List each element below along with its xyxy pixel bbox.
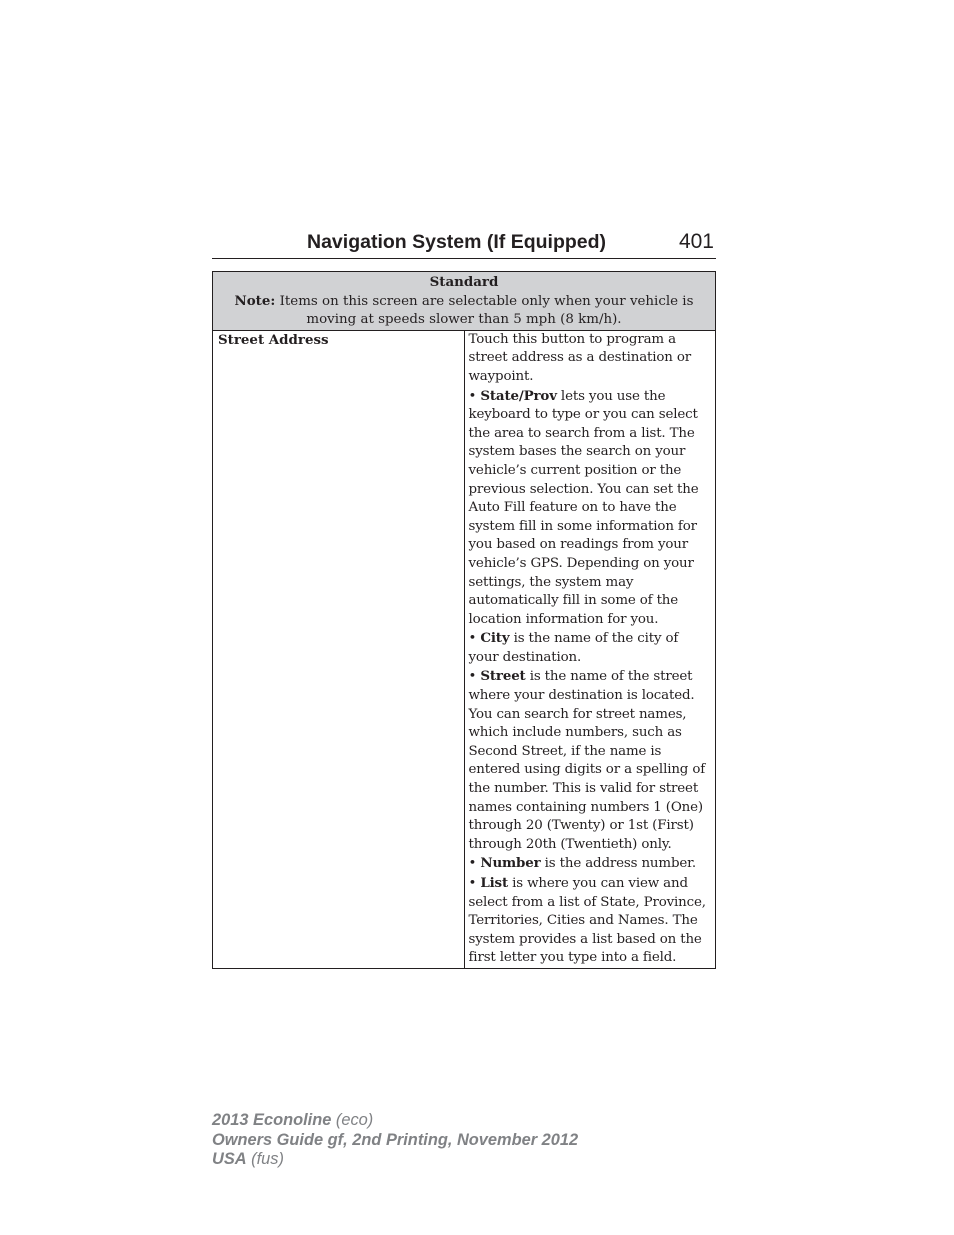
table-row bbox=[213, 330, 716, 968]
item-text: is the name of the city of your destination. bbox=[468, 631, 679, 665]
item-text: is the address number. bbox=[540, 856, 697, 872]
page-footer bbox=[212, 1111, 578, 1170]
table-header-cell bbox=[213, 272, 716, 331]
item-text: lets you use the keyboard to type or you can select the area to search from a list. The system bases the search on your vehicle’s current position or the previous selection. You can set the Auto Fill feature on to have the system fill in some information for you based on readings from your vehicle’s GPS. Depending on your settings, the system may automatically fill in some of the location information for you. bbox=[468, 388, 699, 627]
item-keyword: State/Prov bbox=[480, 387, 557, 404]
list-item bbox=[469, 854, 712, 874]
table-header-row bbox=[213, 272, 716, 331]
note-label: Note: bbox=[234, 292, 276, 309]
table-heading: Standard bbox=[429, 274, 499, 290]
bullet: • bbox=[468, 388, 477, 404]
note-text: Items on this screen are selectable only when your vehicle is moving at speeds slower than 5 mph (8 km/h). bbox=[275, 293, 694, 328]
footer-region: USA bbox=[212, 1150, 247, 1168]
item-keyword: Number bbox=[480, 855, 541, 872]
item-text: is the name of the street where your destination is located. You can search for street names, which include numbers, such as Second Street, if the name is entered using digits or a spelling of the number. This is valid for street names containing numbers 1 (One) through 20 (Twenty) or 1st (First) through 20th (Twentieth) only. bbox=[468, 669, 706, 852]
list-item bbox=[469, 629, 712, 667]
page-number: 401 bbox=[678, 230, 714, 253]
bullet: • bbox=[468, 856, 477, 872]
term-cell: Street Address bbox=[213, 330, 465, 968]
footer-model-code: (eco) bbox=[331, 1111, 374, 1129]
footer-line-region bbox=[212, 1150, 578, 1170]
item-keyword: List bbox=[480, 875, 508, 891]
list-item bbox=[469, 387, 712, 630]
description-cell bbox=[464, 330, 716, 968]
bullet: • bbox=[468, 669, 477, 685]
bullet: • bbox=[468, 631, 477, 647]
feature-table bbox=[212, 271, 716, 969]
item-text: is where you can view and select from a list of State, Province, Territories, Cities and Names. The system provides a list based on the first letter you type into a field. bbox=[468, 876, 706, 966]
footer-model: 2013 Econoline bbox=[212, 1111, 332, 1129]
footer-edition: Owners Guide gf, 2nd Printing, November 2012 bbox=[212, 1130, 579, 1149]
list-item bbox=[469, 667, 712, 854]
item-keyword: Street bbox=[480, 668, 526, 685]
bullet: • bbox=[468, 876, 477, 891]
footer-line-model bbox=[212, 1111, 578, 1131]
item-keyword: City bbox=[480, 630, 510, 647]
footer-region-code: (fus) bbox=[246, 1150, 284, 1168]
intro-text: Touch this button to program a street address as a destination or waypoint. bbox=[468, 331, 692, 384]
page-header bbox=[212, 228, 716, 259]
note bbox=[235, 294, 694, 328]
section-title: Navigation System (If Equipped) bbox=[307, 231, 607, 253]
list-item bbox=[469, 874, 712, 968]
